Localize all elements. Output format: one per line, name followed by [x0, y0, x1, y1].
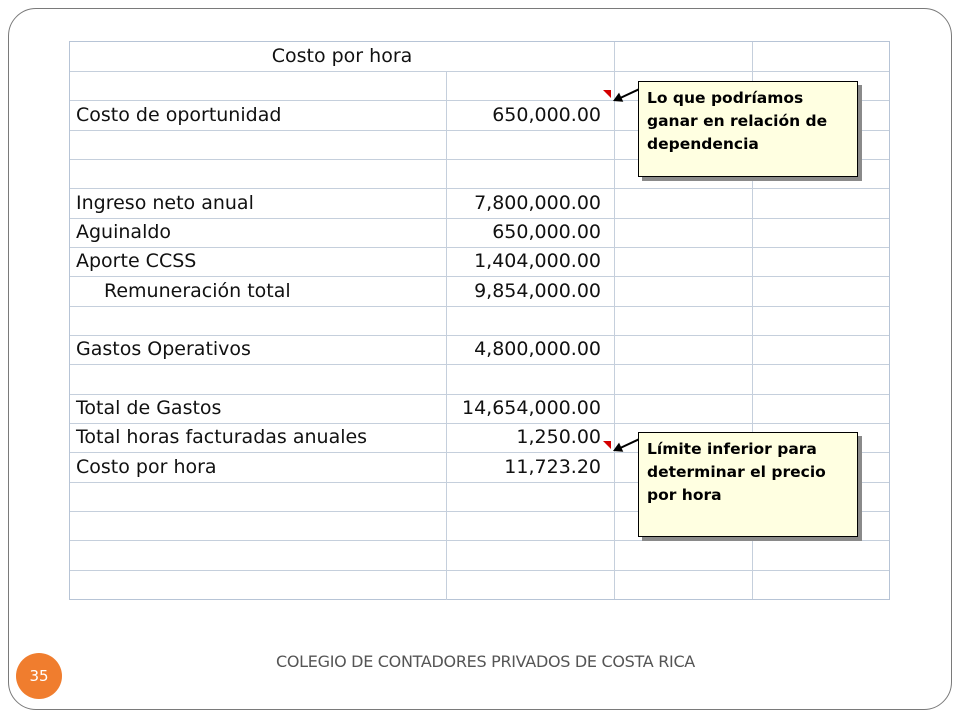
comment-indicator-icon[interactable]: [603, 90, 611, 98]
comment-note-line: ganar en relación de: [647, 112, 828, 130]
row-label: Gastos Operativos: [76, 338, 251, 360]
grid-line: [70, 540, 889, 541]
row-label: Costo por hora: [76, 456, 217, 478]
row-value: 650,000.00: [492, 104, 601, 126]
comment-note: [638, 81, 858, 177]
sheet-title: Costo por hora: [271, 45, 413, 67]
row-label: Remuneración total: [104, 280, 291, 302]
row-label: Total de Gastos: [76, 397, 222, 419]
grid-line: [70, 570, 889, 571]
row-value: 11,723.20: [504, 456, 601, 478]
footer-organization: COLEGIO DE CONTADORES PRIVADOS DE COSTA RICA: [276, 652, 695, 671]
row-label: Total horas facturadas anuales: [76, 426, 368, 448]
page-number: 35: [29, 667, 49, 685]
row-value: 1,404,000.00: [474, 250, 601, 272]
row-label: Aporte CCSS: [76, 250, 197, 272]
grid-line: [70, 218, 889, 219]
row-value: 1,250.00: [516, 426, 601, 448]
comment-note-line: determinar el precio: [647, 463, 826, 481]
grid-line: [70, 364, 889, 365]
comment-note-line: por hora: [647, 486, 722, 504]
row-value: 650,000.00: [492, 221, 601, 243]
row-value: 4,800,000.00: [474, 338, 601, 360]
grid-line: [70, 71, 889, 72]
comment-note-line: Límite inferior para: [647, 440, 817, 458]
comment-note: [638, 432, 858, 537]
comment-note-line: dependencia: [647, 135, 759, 153]
comment-indicator-icon[interactable]: [603, 441, 611, 449]
page-number-badge: [16, 653, 62, 699]
grid-line: [614, 42, 615, 599]
row-label: Ingreso neto anual: [76, 192, 254, 214]
grid-line: [446, 71, 447, 600]
row-value: 14,654,000.00: [461, 397, 601, 419]
row-label: Aguinaldo: [76, 221, 172, 243]
row-value: 9,854,000.00: [474, 280, 601, 302]
row-label: Costo de oportunidad: [76, 104, 282, 126]
comment-note-line: Lo que podríamos: [647, 89, 804, 107]
grid-line: [70, 306, 889, 307]
row-value: 7,800,000.00: [474, 192, 601, 214]
